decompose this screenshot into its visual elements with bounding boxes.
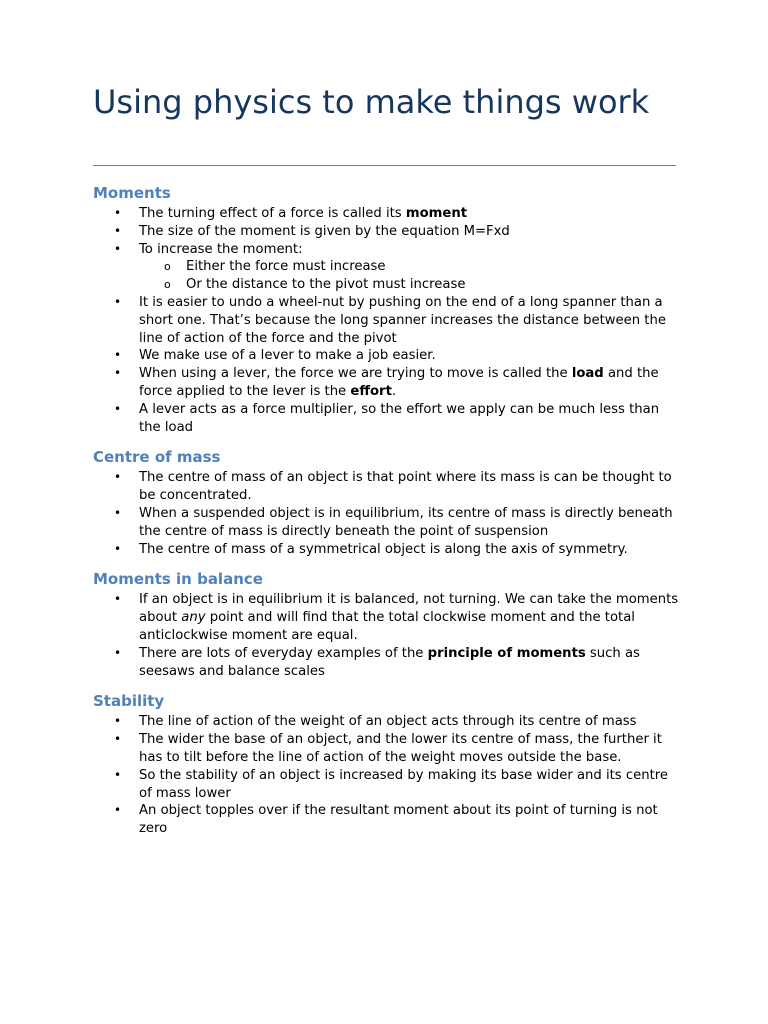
document-body xyxy=(93,181,683,838)
bullet-list xyxy=(93,469,683,558)
list-item: • The size of the moment is given by the equation M=Fxd xyxy=(93,223,683,241)
list-item: • It is easier to undo a wheel-nut by pushing on the end of a long spanner than a short one. That’s because the long spanner increases the distance between the line of action of the force and the pivot xyxy=(93,294,683,347)
list-item: • The centre of mass of an object is that point where its mass is can be thought to be concentrated. xyxy=(93,469,683,505)
sub-bullet-list xyxy=(93,258,683,294)
bullet-list xyxy=(93,294,683,436)
list-item: • The turning effect of a force is called its moment xyxy=(93,205,683,223)
sub-list-item: o Either the force must increase xyxy=(93,258,683,276)
section-heading: Moments in balance xyxy=(93,570,263,589)
section-moments-in-balance xyxy=(93,567,683,680)
list-item: • We make use of a lever to make a job easier. xyxy=(93,347,683,365)
list-item: • A lever acts as a force multiplier, so the effort we apply can be much less than the load xyxy=(93,401,683,437)
list-item: • When using a lever, the force we are trying to move is called the load and the force applied to the lever is the effort. xyxy=(93,365,683,401)
section-moments xyxy=(93,181,683,436)
bullet-list xyxy=(93,591,683,680)
list-item: • An object topples over if the resultant moment about its point of turning is not zero xyxy=(93,802,683,838)
title-rule xyxy=(93,165,676,166)
list-item: • To increase the moment: xyxy=(93,241,683,259)
section-heading: Centre of mass xyxy=(93,448,221,467)
section-stability xyxy=(93,689,683,838)
section-centre-of-mass xyxy=(93,445,683,558)
list-item: • The centre of mass of a symmetrical object is along the axis of symmetry. xyxy=(93,541,683,559)
list-item: • The line of action of the weight of an object acts through its centre of mass xyxy=(93,713,683,731)
section-heading: Moments xyxy=(93,184,171,202)
list-item: • If an object is in equilibrium it is balanced, not turning. We can take the moments about any point and will find that the total clockwise moment and the total anticlockwise moment are equal. xyxy=(93,591,683,644)
sub-list-item: o Or the distance to the pivot must increase xyxy=(93,276,683,294)
list-item: • So the stability of an object is increased by making its base wider and its centre of mass lower xyxy=(93,767,683,803)
section-heading: Stability xyxy=(93,692,165,711)
bullet-list xyxy=(93,205,683,258)
list-item: • There are lots of everyday examples of the principle of moments such as seesaws and balance scales xyxy=(93,645,683,681)
page-title: Using physics to make things work xyxy=(93,83,650,121)
list-item: • When a suspended object is in equilibrium, its centre of mass is directly beneath the centre of mass is directly beneath the point of suspension xyxy=(93,505,683,541)
list-item: • The wider the base of an object, and the lower its centre of mass, the further it has to tilt before the line of action of the weight moves outside the base. xyxy=(93,731,683,767)
bullet-list xyxy=(93,713,683,838)
